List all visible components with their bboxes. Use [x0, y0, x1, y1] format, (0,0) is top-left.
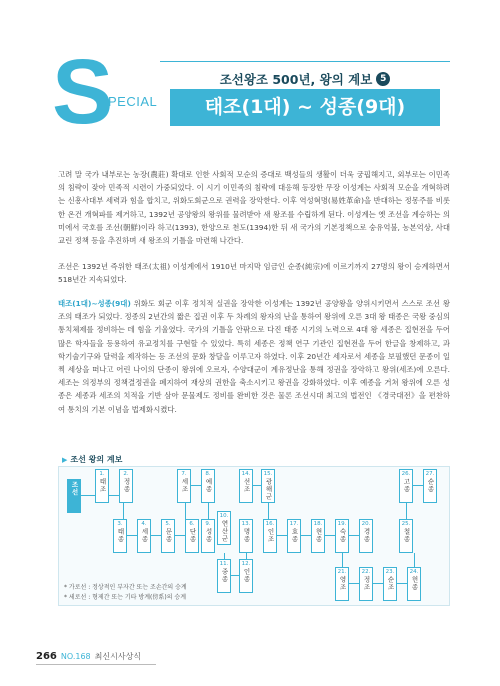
- king-box: [263, 519, 277, 553]
- king-name: 중종: [220, 568, 229, 583]
- chart-title-text: 조선 왕의 계보: [70, 455, 123, 464]
- king-box: [95, 469, 109, 503]
- chart-title: [62, 454, 122, 465]
- king-name: 명종: [242, 528, 251, 543]
- king-order-number: 5.: [165, 521, 171, 527]
- king-name: 정종: [122, 478, 131, 493]
- king-order-number: 1.: [99, 471, 105, 477]
- king-order-number: 16.: [265, 521, 275, 527]
- king-name: 예종: [204, 478, 213, 493]
- king-name: 숙종: [338, 528, 347, 543]
- succession-line: [349, 535, 359, 536]
- article-title: 태조(1대) ~ 성종(9대): [204, 96, 406, 118]
- page-number: 266: [36, 651, 57, 662]
- king-name: 순조: [386, 576, 395, 591]
- king-box: [119, 469, 133, 503]
- king-order-number: 21.: [337, 569, 347, 575]
- succession-line: [185, 503, 186, 519]
- king-box: [201, 469, 215, 503]
- series-number-badge: 5: [376, 72, 390, 86]
- king-name: 경종: [362, 528, 371, 543]
- title-banner: [170, 69, 440, 126]
- king-name: 현종: [314, 528, 323, 543]
- succession-line: [301, 535, 311, 536]
- king-order-number: 9.: [205, 521, 211, 527]
- king-order-number: 13.: [241, 521, 251, 527]
- king-name: 성종: [204, 528, 213, 543]
- kings-history-text: 위화도 회군 이후 정치적 실권을 장악한 이성계는 1392년 공양왕을 양위시키면서 스스로 조선 왕조의 태조가 되었다. 정종의 2년간의 짧은 집권 이후 두 차례의 왕자의 난을 통하여 왕위에 오른 3대 왕 태종은 국왕 중심의 통치체제를 정비하는 데 힘을 기울였다. 국가의 기틀을 안팎으로 다진 태종 시기의 노력으로 4대 왕 세종은 집현전을 두어 많은 학자들을 등용하여 유교정치를 구현할 수 있었다. 특히 세종은 정책 연구 기관인 집현전을 두어 한글을 창제하고, 과학기술기구와 달력을 제작하는 등 조선의 문화 창달을 이루고자 하였다. 이후 20년간 세자로서 세종을 보필했던 문종이 일찍 세상을 떠나고 어린 나이의 단종이 왕위에 오르자, 수양대군이 계유정난을 통해 정권을 장악하고 왕위(세조)에 오른다. 세조는 의정부의 정책결정권을 폐지하여 재상의 권한을 축소시키고 왕권을 강화하였다. 이후 예종을 거쳐 왕위에 오른 성종은 세종과 세조의 치적을 기반 삼아 문물제도 정비를 완비한 것은 물론 조선시대 최고의 법전인 《경국대전》을 편찬하여 통치의 기본 이념을 법제화시켰다.: [58, 299, 450, 414]
- king-order-number: 14.: [241, 471, 251, 477]
- king-name: 문종: [164, 528, 173, 543]
- king-box: [311, 519, 325, 553]
- succession-line: [208, 503, 209, 519]
- king-order-number: 7.: [181, 471, 187, 477]
- king-order-number: 10.: [219, 513, 229, 519]
- succession-line: [325, 535, 335, 536]
- king-box: [239, 519, 253, 553]
- king-name: 세종: [140, 528, 149, 543]
- king-name: 헌종: [410, 576, 419, 591]
- king-order-number: 18.: [313, 521, 323, 527]
- king-box: [399, 469, 413, 503]
- king-order-number: 6.: [189, 521, 195, 527]
- king-box: [137, 519, 151, 553]
- king-order-number: 4.: [141, 521, 147, 527]
- king-order-number: 25.: [401, 521, 411, 527]
- king-name: 철종: [402, 528, 411, 543]
- king-order-number: 20.: [361, 521, 371, 527]
- king-box: [261, 469, 275, 503]
- succession-line: [342, 553, 343, 567]
- special-logo-letter: S: [52, 41, 114, 143]
- king-order-number: 27.: [425, 471, 435, 477]
- king-box: [399, 519, 413, 553]
- intro-paragraph: 고려 말 국가 내부로는 농장(農莊) 확대로 인한 사회적 모순의 증대로 백성들의 생활이 더욱 궁핍해지고, 외부로는 이민족의 침략이 잦아 민족적 시련이 가중되었다. 이 시기 이민족의 침략에 대응해 등장한 무장 이성계는 사회적 모순을 개혁하려는 신흥사대부 세력과 힘을 합치고, 위화도회군으로 권력을 장악한다. 이후 역성혁명(易姓革命)을 반대하는 정몽주를 비롯한 온건 개혁파를 제거하고, 1392년 공양왕의 왕위를 물려받아 새 왕조를 수립하게 된다. 이성계는 옛 조선을 계승하는 의미에서 국호를 조선(朝鮮)이라 하고(1393), 한양으로 천도(1394)한 뒤 새 국가의 기본정책으로 숭유억불, 농본억상, 사대교린 정책 등을 추진하며 새 왕조의 기틀을 마련해 나간다.: [58, 170, 450, 246]
- succession-line: [253, 485, 261, 486]
- legend-note-vertical: * 세로선 : 형제간 또는 기타 방계(傍系)의 승계: [64, 594, 186, 601]
- king-box: [423, 469, 437, 503]
- king-box: [217, 511, 231, 545]
- king-name: 태조: [98, 478, 107, 493]
- king-order-number: 22.: [361, 569, 371, 575]
- king-box: [113, 519, 127, 553]
- king-name: 정조: [362, 576, 371, 591]
- king-name: 광해군: [264, 478, 273, 501]
- succession-line: [406, 503, 407, 519]
- king-order-number: 3.: [117, 521, 123, 527]
- king-name: 인종: [242, 568, 251, 583]
- king-box: [185, 519, 199, 553]
- king-name: 세조: [180, 478, 189, 493]
- triangle-bullet-icon: ▶: [62, 456, 68, 464]
- succession-line: [349, 583, 359, 584]
- issue-number: NO.168: [60, 652, 91, 661]
- succession-line: [413, 485, 423, 486]
- succession-line: [81, 495, 95, 496]
- king-name: 영조: [338, 576, 347, 591]
- king-name: 태종: [116, 528, 125, 543]
- succession-line: [151, 535, 161, 536]
- king-box: [359, 519, 373, 553]
- king-order-number: 24.: [409, 569, 419, 575]
- dynasty-origin-label: 조선: [70, 481, 79, 496]
- dynasty-summary-paragraph: 조선은 1392년 즉위한 태조(太祖) 이성계에서 1910년 마지막 임금인 순종(純宗)에 이르기까지 27명의 왕이 승계하면서 518년간 지속되었다.: [58, 262, 450, 285]
- king-order-number: 26.: [401, 471, 411, 477]
- succession-line: [175, 535, 185, 536]
- succession-line: [277, 535, 287, 536]
- dynasty-origin-box: [67, 479, 81, 513]
- king-box: [161, 519, 175, 553]
- series-subtitle: [170, 69, 440, 89]
- king-name: 단종: [188, 528, 197, 543]
- magazine-name: 최신시사상식: [94, 652, 142, 661]
- king-name: 선조: [242, 478, 251, 493]
- king-name: 순종: [426, 478, 435, 493]
- succession-line: [127, 535, 137, 536]
- king-name: 효종: [290, 528, 299, 543]
- king-box: [335, 519, 349, 553]
- kings-history-paragraph: [58, 297, 450, 416]
- succession-line: [123, 503, 124, 519]
- king-box: [407, 567, 421, 601]
- succession-line: [231, 575, 239, 576]
- king-box: [239, 469, 253, 503]
- king-name: 고종: [402, 478, 411, 493]
- king-name: 연산군: [220, 520, 229, 543]
- page-footer: [36, 651, 141, 662]
- king-order-number: 2.: [123, 471, 129, 477]
- succession-line: [268, 503, 269, 519]
- legend-note-horizontal: * 가로선 : 정상적인 부자간 또는 조손간의 승계: [64, 584, 187, 591]
- section-lead: 태조(1대)~성종(9대): [58, 299, 131, 308]
- succession-line: [397, 583, 407, 584]
- succession-line: [109, 495, 119, 496]
- king-box: [335, 567, 349, 601]
- series-subtitle-text: 조선왕조 500년, 왕의 계보: [219, 72, 373, 87]
- footer-divider: [36, 664, 156, 665]
- king-order-number: 12.: [241, 561, 251, 567]
- succession-line: [414, 553, 415, 567]
- king-box: [287, 519, 301, 553]
- king-box: [359, 567, 373, 601]
- king-box: [177, 469, 191, 503]
- king-name: 인조: [266, 528, 275, 543]
- king-box: [383, 567, 397, 601]
- king-order-number: 23.: [385, 569, 395, 575]
- king-box: [217, 559, 231, 593]
- king-order-number: 15.: [263, 471, 273, 477]
- king-order-number: 17.: [289, 521, 299, 527]
- succession-line: [373, 583, 383, 584]
- special-logo-word: PECIAL: [108, 94, 158, 109]
- king-box: [239, 559, 253, 593]
- king-order-number: 19.: [337, 521, 347, 527]
- king-box: [201, 519, 215, 553]
- king-order-number: 8.: [205, 471, 211, 477]
- succession-line: [191, 485, 201, 486]
- king-order-number: 11.: [219, 561, 229, 567]
